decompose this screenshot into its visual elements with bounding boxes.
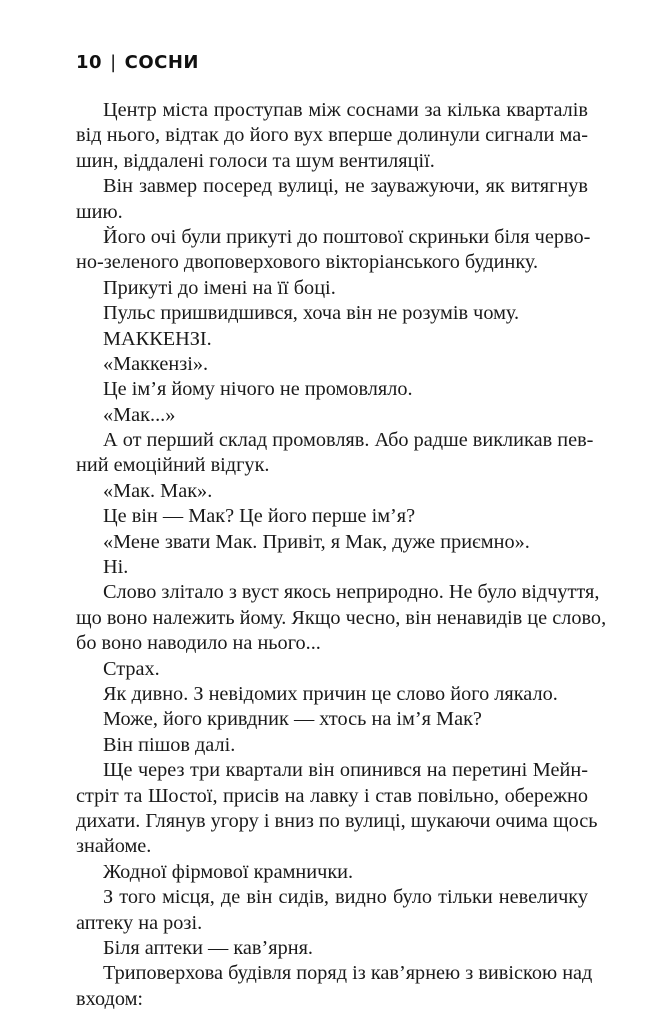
text-line: МАККЕНЗІ. xyxy=(103,327,212,350)
text-line: Може, його кривдник — хтось на ім’я Мак? xyxy=(103,708,482,731)
text-line: входом: xyxy=(76,987,144,1010)
text-line: Триповерхова будівля поряд із кав’ярнею з вивіскою над xyxy=(103,962,593,985)
text-line: Він пішов далі. xyxy=(103,733,236,756)
text-line: Ні. xyxy=(103,556,129,579)
text-line: Прикуті до імені на її боці. xyxy=(103,276,336,299)
text-line: «Мак...» xyxy=(103,403,176,426)
text-line: дихати. Глянув угору і вниз по вулиці, шукаючи очима щось xyxy=(76,809,598,832)
text-line: З того місця, де він сидів, видно було тільки невеличку xyxy=(103,886,588,909)
text-line: Слово злітало з вуст якось неприродно. Не було відчуття, xyxy=(103,581,600,604)
running-head xyxy=(76,52,199,73)
text-line: стріт та Шостої, присів на лавку і став повільно, обережно xyxy=(76,784,588,807)
text-line: А от перший склад промовляв. Або радше викликав пев- xyxy=(103,429,594,452)
text-line: від нього, відтак до його вух вперше долинули сигнали ма- xyxy=(76,124,588,147)
text-line: ний емоційний відгук. xyxy=(76,454,270,477)
text-line: Це він — Мак? Це його перше ім’я? xyxy=(103,505,416,528)
text-line: шин, віддалені голоси та шум вентиляції. xyxy=(76,149,435,172)
text-line: Його очі були прикуті до поштової скриньки біля черво- xyxy=(103,225,591,248)
header-separator: | xyxy=(110,52,117,73)
text-line: «Мене звати Мак. Привіт, я Мак, дуже приємно». xyxy=(103,530,530,553)
text-line: Жодної фірмової крамнички. xyxy=(103,860,354,883)
text-line: Центр міста проступав між соснами за кілька кварталів xyxy=(103,99,588,121)
text-line: бо воно наводило на нього... xyxy=(76,632,321,655)
book-title: СОСНИ xyxy=(124,52,199,73)
text-line: «Мак. Мак». xyxy=(103,479,213,502)
text-line: що воно належить йому. Якщо чесно, він ненавидів це слово, xyxy=(76,606,607,629)
text-line: «Маккензі». xyxy=(103,352,209,375)
text-line: Пульс пришвидшився, хоча він не розумів чому. xyxy=(103,302,520,325)
text-line: Ще через три квартали він опинився на перетині Мейн- xyxy=(103,759,588,782)
body-text xyxy=(76,98,607,1012)
text-line: Він завмер посеред вулиці, не зауважуючи, як витягнув xyxy=(103,175,588,198)
page-number: 10 xyxy=(76,52,103,73)
text-line: знайоме. xyxy=(76,835,152,858)
text-line: но-зеленого двоповерхового вікторіанського будинку. xyxy=(76,251,539,274)
text-line: Біля аптеки — кав’ярня. xyxy=(103,936,313,959)
text-line: Страх. xyxy=(103,657,160,680)
text-line: Як дивно. З невідомих причин це слово його лякало. xyxy=(103,682,558,705)
text-line: аптеку на розі. xyxy=(76,911,203,934)
text-line: шию. xyxy=(76,200,123,223)
text-line: Це ім’я йому нічого не промовляло. xyxy=(103,378,413,401)
